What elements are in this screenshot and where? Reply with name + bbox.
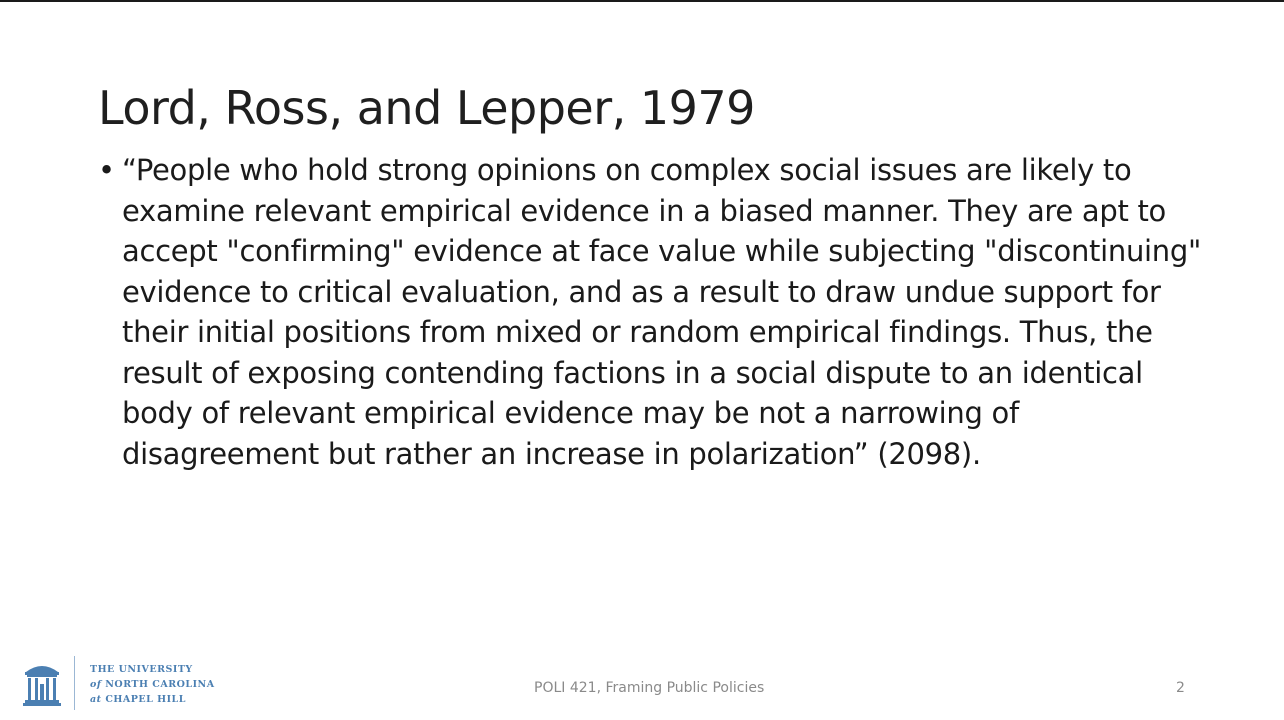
slide-title: Lord, Ross, and Lepper, 1979 <box>98 81 755 135</box>
bullet-marker: • <box>98 153 115 187</box>
unc-logo <box>22 654 232 712</box>
wordmark-line-3: at CHAPEL HILL <box>90 694 186 705</box>
wordmark-line-1: THE UNIVERSITY <box>90 664 193 675</box>
footer-course-title: POLI 421, Framing Public Policies <box>534 680 765 696</box>
bullet-list <box>98 150 1218 474</box>
top-rule <box>0 0 1284 2</box>
slide-number: 2 <box>1176 680 1185 696</box>
wordmark-line-2: of NORTH CAROLINA <box>90 679 215 690</box>
university-wordmark <box>90 662 215 707</box>
bullet-text: “People who hold strong opinions on complex social issues are likely to examine relevant empirical evidence in a biased manner. They are apt to accept "confirming" evidence at face value while subjecting "discontinuing" evidence to critical evaluation, and as a result to draw undue support for their initial positions from mixed or random empirical findings. Thus, the result of exposing contending factions in a social dispute to an identical body of relevant empirical evidence may be not a narrowing of disagreement but rather an increase in polarization” (2098). <box>122 153 1202 471</box>
old-well-icon <box>22 658 62 708</box>
bullet-item <box>98 150 1218 474</box>
logo-divider <box>74 656 75 710</box>
